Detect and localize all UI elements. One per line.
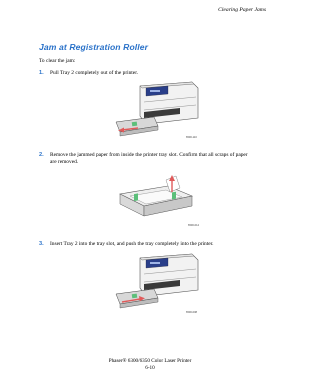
figure-2-code: 6500-014 <box>188 224 199 227</box>
printer-illustration <box>110 80 200 142</box>
printer-insert-illustration <box>110 252 200 316</box>
figure-3-code: 6500-008 <box>186 311 197 314</box>
figure-pull-tray <box>110 80 200 142</box>
step-2-text: Remove the jammed paper from inside the printer tray slot. Confirm that all scraps of paper are removed. <box>50 152 248 166</box>
step-3-text: Insert Tray 2 into the tray slot, and push the tray completely into the printer. <box>50 241 214 247</box>
figure-1-code: 6500-110 <box>186 136 197 139</box>
tray-slot-illustration <box>112 172 200 228</box>
step-3-number: 3. <box>39 241 44 247</box>
section-title: Jam at Registration Roller <box>39 42 149 52</box>
intro-text: To clear the jam: <box>39 58 76 64</box>
step-3 <box>39 241 255 248</box>
footer-page-number: 6-10 <box>145 365 155 371</box>
step-1-text: Pull Tray 2 completely out of the printer. <box>50 70 139 76</box>
footer-product: Phaser® 6300/6350 Color Laser Printer <box>108 358 192 364</box>
step-1 <box>39 70 255 77</box>
figure-remove-paper <box>112 172 200 228</box>
figure-insert-tray <box>110 252 200 316</box>
step-2-number: 2. <box>39 152 44 158</box>
step-1-number: 1. <box>39 70 44 76</box>
step-2 <box>39 152 255 167</box>
running-header: Clearing Paper Jams <box>218 7 266 13</box>
